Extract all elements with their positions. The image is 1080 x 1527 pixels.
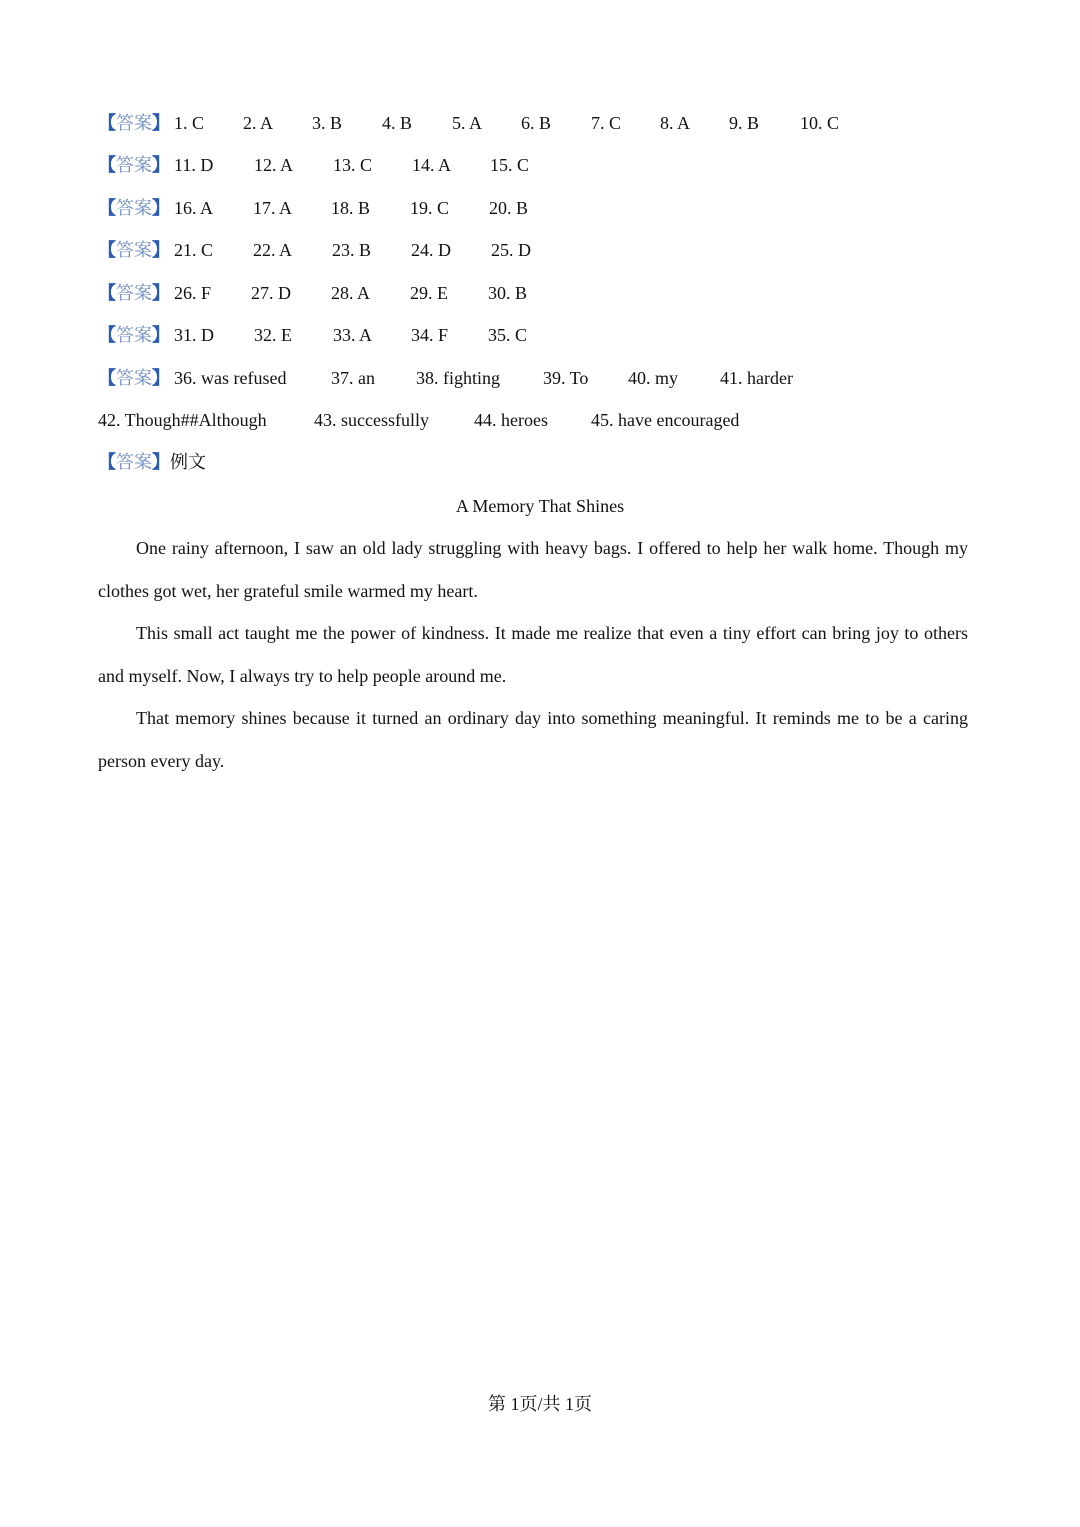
answer-tag: 【答案】 <box>98 368 170 388</box>
answer-item: 37. an <box>331 368 375 388</box>
answer-item: 39. To <box>543 368 589 388</box>
essay-paragraph-2: This small act taught me the power of kindness. It made me realize that even a tiny effort can bring joy to others and myself. Now, I always try to help people around me. <box>98 623 968 686</box>
answer-item: 34. F <box>411 325 449 345</box>
answer-row-5 <box>98 278 528 308</box>
answer-item: 14. A <box>412 155 452 175</box>
essay-paragraph-1: One rainy afternoon, I saw an old lady struggling with heavy bags. I offered to help her walk home. Though my clothes got wet, her grateful smile warmed my heart. <box>98 538 968 601</box>
answer-item: 29. E <box>410 283 448 303</box>
answer-item: 15. C <box>490 155 530 175</box>
answer-row-4 <box>98 235 531 265</box>
answer-item: 7. C <box>591 113 622 133</box>
answer-item: 16. A <box>174 198 214 218</box>
answer-tag: 【答案】 <box>98 452 170 472</box>
answer-tag: 【答案】 <box>98 155 170 175</box>
answer-row-3 <box>98 193 529 223</box>
answer-item: 25. D <box>491 240 531 260</box>
answer-item: 10. C <box>800 113 840 133</box>
answer-item: 21. C <box>174 240 214 260</box>
answer-item: 32. E <box>254 325 292 345</box>
answer-item: 45. have encouraged <box>591 410 740 430</box>
example-label: 例文 <box>170 452 206 472</box>
answer-tag: 【答案】 <box>98 113 170 133</box>
answer-item: 11. D <box>174 155 214 175</box>
answer-item: 13. C <box>333 155 373 175</box>
answer-item: 36. was refused <box>174 368 287 388</box>
answer-item: 22. A <box>253 240 293 260</box>
answer-item: 12. A <box>254 155 294 175</box>
answer-item: 1. C <box>174 113 205 133</box>
answer-tag: 【答案】 <box>98 240 170 260</box>
answer-item: 26. F <box>174 283 212 303</box>
answer-item: 43. successfully <box>314 410 429 430</box>
answer-row-1 <box>98 108 840 138</box>
answer-item: 30. B <box>488 283 528 303</box>
essay-paragraph-3: That memory shines because it turned an ordinary day into something meaningful. It reminds me to be a caring person every day. <box>98 708 968 771</box>
answer-item: 24. D <box>411 240 451 260</box>
answer-item: 41. harder <box>720 368 793 388</box>
answer-item: 6. B <box>521 113 552 133</box>
answer-tag: 【答案】 <box>98 198 170 218</box>
page-footer: 第 1页/共 1页 <box>487 1394 592 1414</box>
answer-item: 4. B <box>382 113 413 133</box>
example-row <box>98 447 206 477</box>
answer-item: 28. A <box>331 283 371 303</box>
answer-row-2 <box>98 150 530 180</box>
answer-item: 31. D <box>174 325 214 345</box>
answer-item: 17. A <box>253 198 293 218</box>
answer-item: 20. B <box>489 198 529 218</box>
essay-title: A Memory That Shines <box>455 496 625 516</box>
answer-item: 2. A <box>243 113 274 133</box>
answer-item: 18. B <box>331 198 371 218</box>
answer-item: 8. A <box>660 113 691 133</box>
answer-item: 23. B <box>332 240 372 260</box>
answer-item: 42. Though##Although <box>98 410 267 430</box>
answer-item: 38. fighting <box>416 368 500 388</box>
answer-tag: 【答案】 <box>98 325 170 345</box>
answer-item: 44. heroes <box>474 410 548 430</box>
answer-item: 27. D <box>251 283 291 303</box>
answer-item: 9. B <box>729 113 760 133</box>
answer-item: 3. B <box>312 113 343 133</box>
answer-item: 5. A <box>452 113 483 133</box>
answer-item: 35. C <box>488 325 528 345</box>
answer-tag: 【答案】 <box>98 283 170 303</box>
answer-item: 40. my <box>628 368 679 388</box>
answer-row-6 <box>98 320 528 350</box>
answer-row-7 <box>98 363 793 393</box>
answer-item: 19. C <box>410 198 450 218</box>
answer-item: 33. A <box>333 325 373 345</box>
